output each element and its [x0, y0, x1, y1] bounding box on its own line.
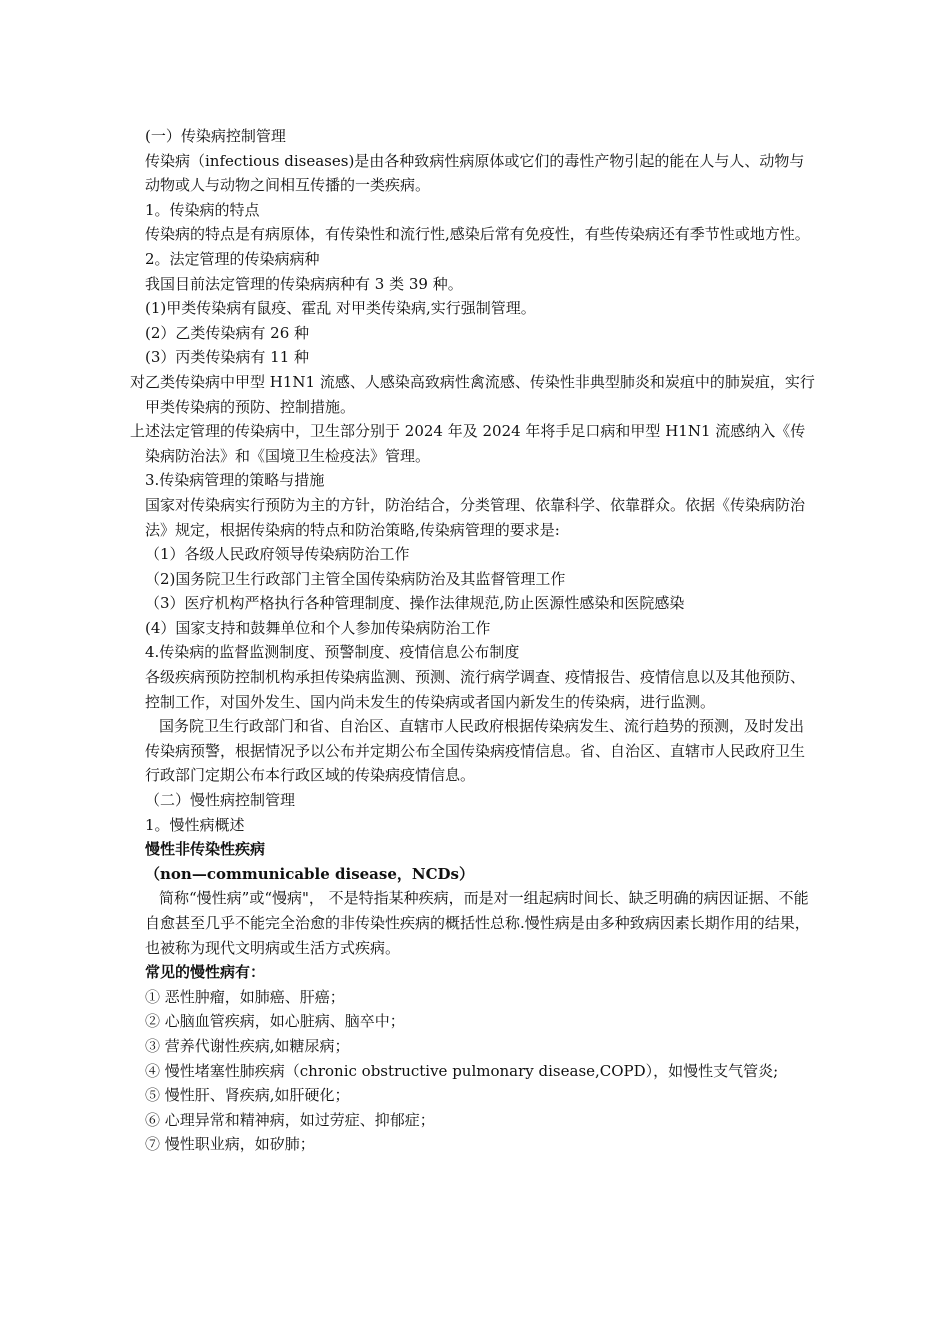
list-item-req-3: （3）医疗机构严格执行各种管理制度、操作法律规范,防止医源性感染和医院感染 [145, 594, 685, 613]
paragraph-features: 传染病的特点是有病原体，有传染性和流行性,感染后常有免疫性，有些传染病还有季节性或地方性。 [145, 225, 810, 244]
list-item-class-c: (3）丙类传染病有 11 种 [145, 348, 310, 367]
subheading-legal-types: 2。法定管理的传染病病种 [145, 249, 320, 268]
list-item-class-a: (1)甲类传染病有鼠疫、霍乱 对甲类传染病,实行强制管理。 [145, 299, 536, 318]
subheading-features: 1。传染病的特点 [145, 200, 260, 219]
document-body [130, 124, 815, 1157]
section-heading-chronic: （二）慢性病控制管理 [145, 791, 296, 810]
subheading-monitoring: 4.传染病的监督监测制度、预警制度、疫情信息公布制度 [145, 643, 520, 662]
list-item-req-4: (4）国家支持和鼓舞单位和个人参加传染病防治工作 [145, 618, 491, 637]
list-item-chronic-7: ⑦ 慢性职业病，如矽肺； [145, 1135, 315, 1154]
paragraph-additions: 上述法定管理的传染病中，卫生部分别于 2024 年及 2024 年将手足口病和甲型 H1N1 流感纳入《传染病防治法》和《国境卫生检疫法》管理。 [130, 422, 806, 465]
bold-heading-common-chronic: 常见的慢性病有： [145, 963, 266, 982]
paragraph-definition: 传染病（infectious diseases)是由各种致病性病原体或它们的毒性产物引起的能在人与人、动物与动物或人与动物之间相互传播的一类疾病。 [145, 151, 805, 195]
paragraph-class-b-measures: 对乙类传染病中甲型 H1N1 流感、人感染高致病性禽流感、传染性非典型肺炎和炭疽中的肺炭疽，实行甲类传染病的预防、控制措施。 [130, 372, 815, 416]
bold-heading-ncd: 慢性非传染性疾病 [145, 840, 266, 859]
paragraph-strategy: 国家对传染病实行预防为主的方针，防治结合，分类管理、依靠科学、依靠群众。依据《传染病防治法》规定，根据传染病的特点和防治策略,传染病管理的要求是: [145, 495, 806, 539]
list-item-chronic-6: ⑥ 心理异常和精神病，如过劳症、抑郁症； [145, 1110, 435, 1129]
list-item-chronic-4: ④ 慢性堵塞性肺疾病（chronic obstructive pulmonary disease,COPD），如慢性支气管炎; [145, 1061, 779, 1080]
bold-heading-ncd-english: （non—communicable disease，NCDs） [145, 864, 474, 883]
list-item-chronic-2: ② 心脑血管疾病，如心脏病、脑卒中； [145, 1012, 405, 1031]
paragraph-monitoring: 各级疾病预防控制机构承担传染病监测、预测、流行病学调查、疫情报告、疫情信息以及其他预防、控制工作，对国外发生、国内尚未发生的传染病或者国内新发生的传染病，进行监测。 [145, 668, 806, 711]
paragraph-legal-count: 我国目前法定管理的传染病病种有 3 类 39 种。 [145, 274, 463, 293]
list-item-chronic-3: ③ 营养代谢性疾病,如糖尿病； [145, 1036, 350, 1055]
list-item-chronic-5: ⑤ 慢性肝、肾疾病,如肝硬化； [145, 1086, 350, 1105]
subheading-strategy: 3.传染病管理的策略与措施 [145, 471, 325, 490]
subheading-chronic-overview: 1。慢性病概述 [145, 815, 245, 834]
list-item-req-1: （1）各级人民政府领导传染病防治工作 [145, 545, 410, 564]
list-item-chronic-1: ① 恶性肿瘤，如肺癌、肝癌； [145, 987, 345, 1006]
list-item-req-2: （2)国务院卫生行政部门主管全国传染病防治及其监督管理工作 [145, 569, 566, 588]
paragraph-chronic-definition: 简称“慢性病”或“慢病"， 不是特指某种疾病，而是对一组起病时间长、缺乏明确的病因证据、不能自愈甚至几乎不能完全治愈的非传染性疾病的概括性总称.慢性病是由多种致病因素长期作用的结果，也被称为现代文明病或生活方式疾病。 [145, 889, 810, 957]
list-item-class-b: (2）乙类传染病有 26 种 [145, 323, 310, 342]
section-heading-infectious: (一）传染病控制管理 [145, 127, 286, 145]
paragraph-warning: 国务院卫生行政部门和省、自治区、直辖市人民政府根据传染病发生、流行趋势的预测，及时发出传染病预警，根据情况予以公布并定期公布全国传染病疫情信息。省、自治区、直辖市人民政府卫生行政部门定期公布本行政区域的传染病疫情信息。 [145, 717, 806, 785]
